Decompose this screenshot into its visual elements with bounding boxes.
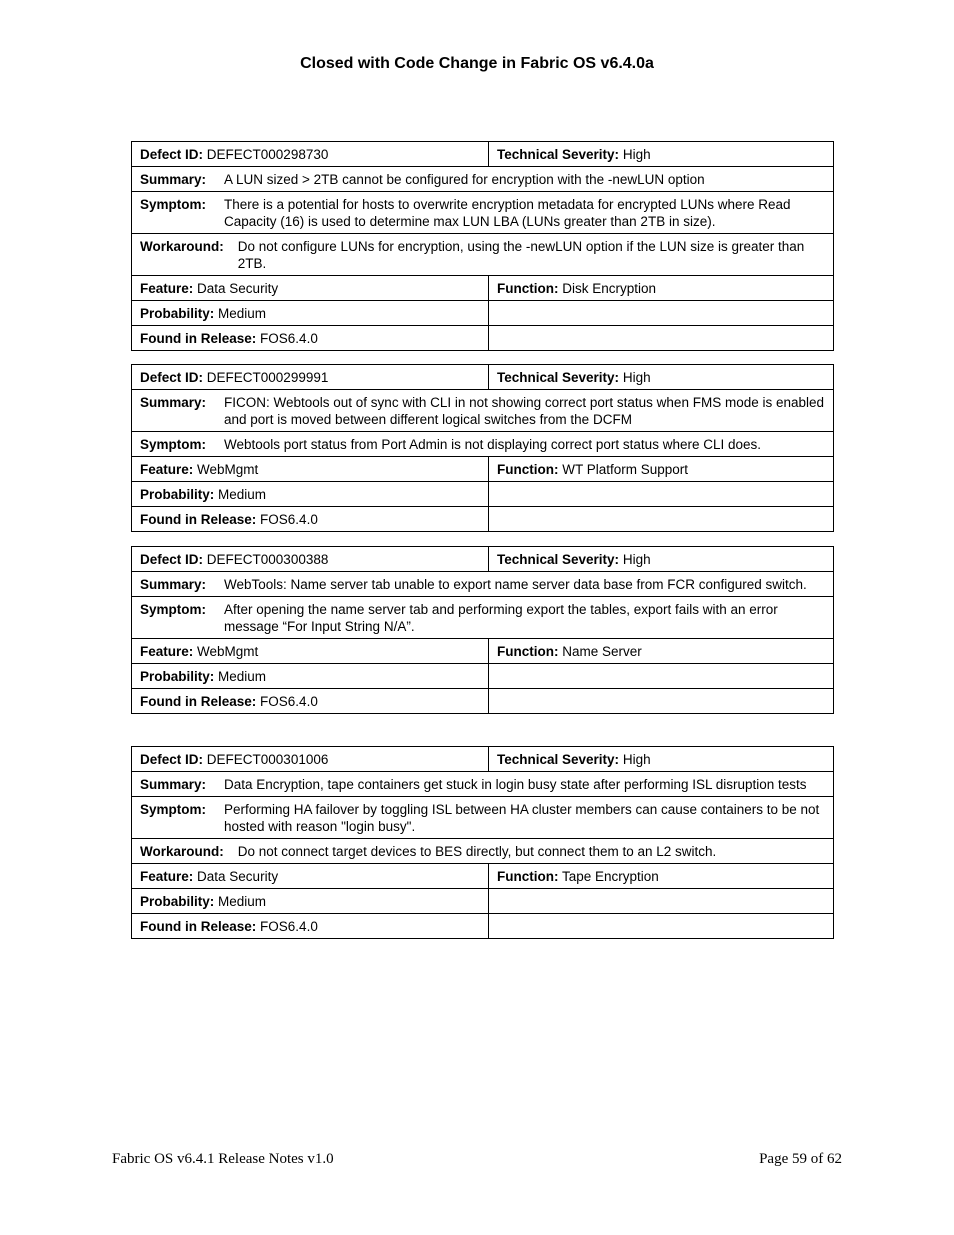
defect-id: DEFECT000300388 (206, 552, 329, 567)
summary-cell: Summary: Data Encryption, tape containers get stuck in login busy state after performing ISL disruption tests (132, 772, 834, 797)
workaround-text: Do not configure LUNs for encryption, using the -newLUN option if the LUN size is greater than 2TB. (237, 239, 805, 271)
empty-cell (489, 914, 834, 939)
summary-text: FICON: Webtools out of sync with CLI in not showing correct port status when FMS mode is enabled and port is moved between different logical switches from the DCFM (224, 395, 825, 427)
severity-cell: Technical Severity: High (489, 547, 834, 572)
summary-text: WebTools: Name server tab unable to export name server data base from FCR configured switch. (224, 577, 807, 592)
symptom-cell: Symptom: Performing HA failover by toggling ISL between HA cluster members can cause containers to be not hosted with reason "login busy". (132, 797, 834, 839)
footer-doc-title: Fabric OS v6.4.1 Release Notes v1.0 (112, 1151, 334, 1167)
symptom-cell: Symptom: Webtools port status from Port Admin is not displaying correct port status where CLI does. (132, 432, 834, 457)
summary-cell: Summary: WebTools: Name server tab unable to export name server data base from FCR configured switch. (132, 572, 834, 597)
empty-cell (489, 889, 834, 914)
severity-value: High (622, 552, 651, 567)
feature-value: WebMgmt (197, 644, 259, 659)
symptom-text: There is a potential for hosts to overwrite encryption metadata for encrypted LUNs where Read Capacity (16) is used to determine max LUN LBA (LUNs greater than 2TB in size). (224, 197, 791, 229)
found-value: FOS6.4.0 (260, 694, 318, 709)
probability-value: Medium (218, 894, 267, 909)
severity-cell: Technical Severity: High (489, 142, 834, 167)
empty-cell (489, 301, 834, 326)
empty-cell (489, 689, 834, 714)
feature-value: WebMgmt (197, 462, 259, 477)
defect-table (131, 746, 834, 939)
severity-value: High (622, 752, 651, 767)
summary-text: Data Encryption, tape containers get stuck in login busy state after performing ISL disruption tests (224, 777, 807, 792)
defect-id-cell: Defect ID: DEFECT000299991 (132, 365, 489, 390)
defect-id-cell: Defect ID: DEFECT000300388 (132, 547, 489, 572)
symptom-text: After opening the name server tab and performing export the tables, export fails with an error message “For Input String N/A”. (224, 602, 778, 634)
summary-cell: Summary: FICON: Webtools out of sync with CLI in not showing correct port status when FMS mode is enabled and port is moved between different logical switches from the DCFM (132, 390, 834, 432)
feature-cell: Feature: WebMgmt (132, 639, 489, 664)
workaround-cell: Workaround: Do not connect target devices to BES directly, but connect them to an L2 switch. (132, 839, 834, 864)
footer-page-number: Page 59 of 62 (759, 1151, 842, 1167)
severity-cell: Technical Severity: High (489, 365, 834, 390)
summary-cell: Summary: A LUN sized > 2TB cannot be configured for encryption with the -newLUN option (132, 167, 834, 192)
function-value: Disk Encryption (562, 281, 657, 296)
found-value: FOS6.4.0 (260, 331, 318, 346)
probability-cell: Probability: Medium (132, 482, 489, 507)
defect-id: DEFECT000298730 (206, 147, 329, 162)
probability-cell: Probability: Medium (132, 301, 489, 326)
probability-value: Medium (218, 306, 267, 321)
workaround-text: Do not connect target devices to BES directly, but connect them to an L2 switch. (237, 844, 717, 859)
workaround-cell: Workaround: Do not configure LUNs for encryption, using the -newLUN option if the LUN size is greater than 2TB. (132, 234, 834, 276)
defect-table (131, 364, 834, 532)
found-value: FOS6.4.0 (260, 512, 318, 527)
empty-cell (489, 664, 834, 689)
feature-value: Data Security (197, 869, 279, 884)
defect-id-cell: Defect ID: DEFECT000298730 (132, 142, 489, 167)
empty-cell (489, 482, 834, 507)
probability-cell: Probability: Medium (132, 889, 489, 914)
defect-table (131, 141, 834, 351)
empty-cell (489, 507, 834, 532)
found-cell: Found in Release: FOS6.4.0 (132, 914, 489, 939)
defect-id: DEFECT000301006 (206, 752, 329, 767)
function-cell: Function: Disk Encryption (489, 276, 834, 301)
severity-value: High (622, 147, 651, 162)
feature-cell: Feature: Data Security (132, 864, 489, 889)
severity-cell: Technical Severity: High (489, 747, 834, 772)
symptom-text: Webtools port status from Port Admin is not displaying correct port status where CLI does. (224, 437, 761, 452)
defect-id-cell: Defect ID: DEFECT000301006 (132, 747, 489, 772)
symptom-text: Performing HA failover by toggling ISL between HA cluster members can cause containers to be not hosted with reason "login busy". (224, 802, 820, 834)
function-cell: Function: WT Platform Support (489, 457, 834, 482)
severity-value: High (622, 370, 651, 385)
summary-text: A LUN sized > 2TB cannot be configured for encryption with the -newLUN option (224, 172, 705, 187)
found-value: FOS6.4.0 (260, 919, 318, 934)
function-value: Name Server (562, 644, 642, 659)
probability-value: Medium (218, 669, 267, 684)
probability-value: Medium (218, 487, 267, 502)
symptom-cell: Symptom: There is a potential for hosts to overwrite encryption metadata for encrypted LUNs where Read Capacity (16) is used to determine max LUN LBA (LUNs greater than 2TB in size). (132, 192, 834, 234)
function-cell: Function: Name Server (489, 639, 834, 664)
found-cell: Found in Release: FOS6.4.0 (132, 326, 489, 351)
feature-value: Data Security (197, 281, 279, 296)
function-value: WT Platform Support (562, 462, 689, 477)
symptom-cell: Symptom: After opening the name server tab and performing export the tables, export fails with an error message “For Input String N/A”. (132, 597, 834, 639)
probability-cell: Probability: Medium (132, 664, 489, 689)
defect-table (131, 546, 834, 714)
defect-id: DEFECT000299991 (206, 370, 329, 385)
function-cell: Function: Tape Encryption (489, 864, 834, 889)
empty-cell (489, 326, 834, 351)
page-title: Closed with Code Change in Fabric OS v6.4.0a (300, 55, 654, 72)
feature-cell: Feature: WebMgmt (132, 457, 489, 482)
found-cell: Found in Release: FOS6.4.0 (132, 689, 489, 714)
function-value: Tape Encryption (562, 869, 659, 884)
found-cell: Found in Release: FOS6.4.0 (132, 507, 489, 532)
feature-cell: Feature: Data Security (132, 276, 489, 301)
